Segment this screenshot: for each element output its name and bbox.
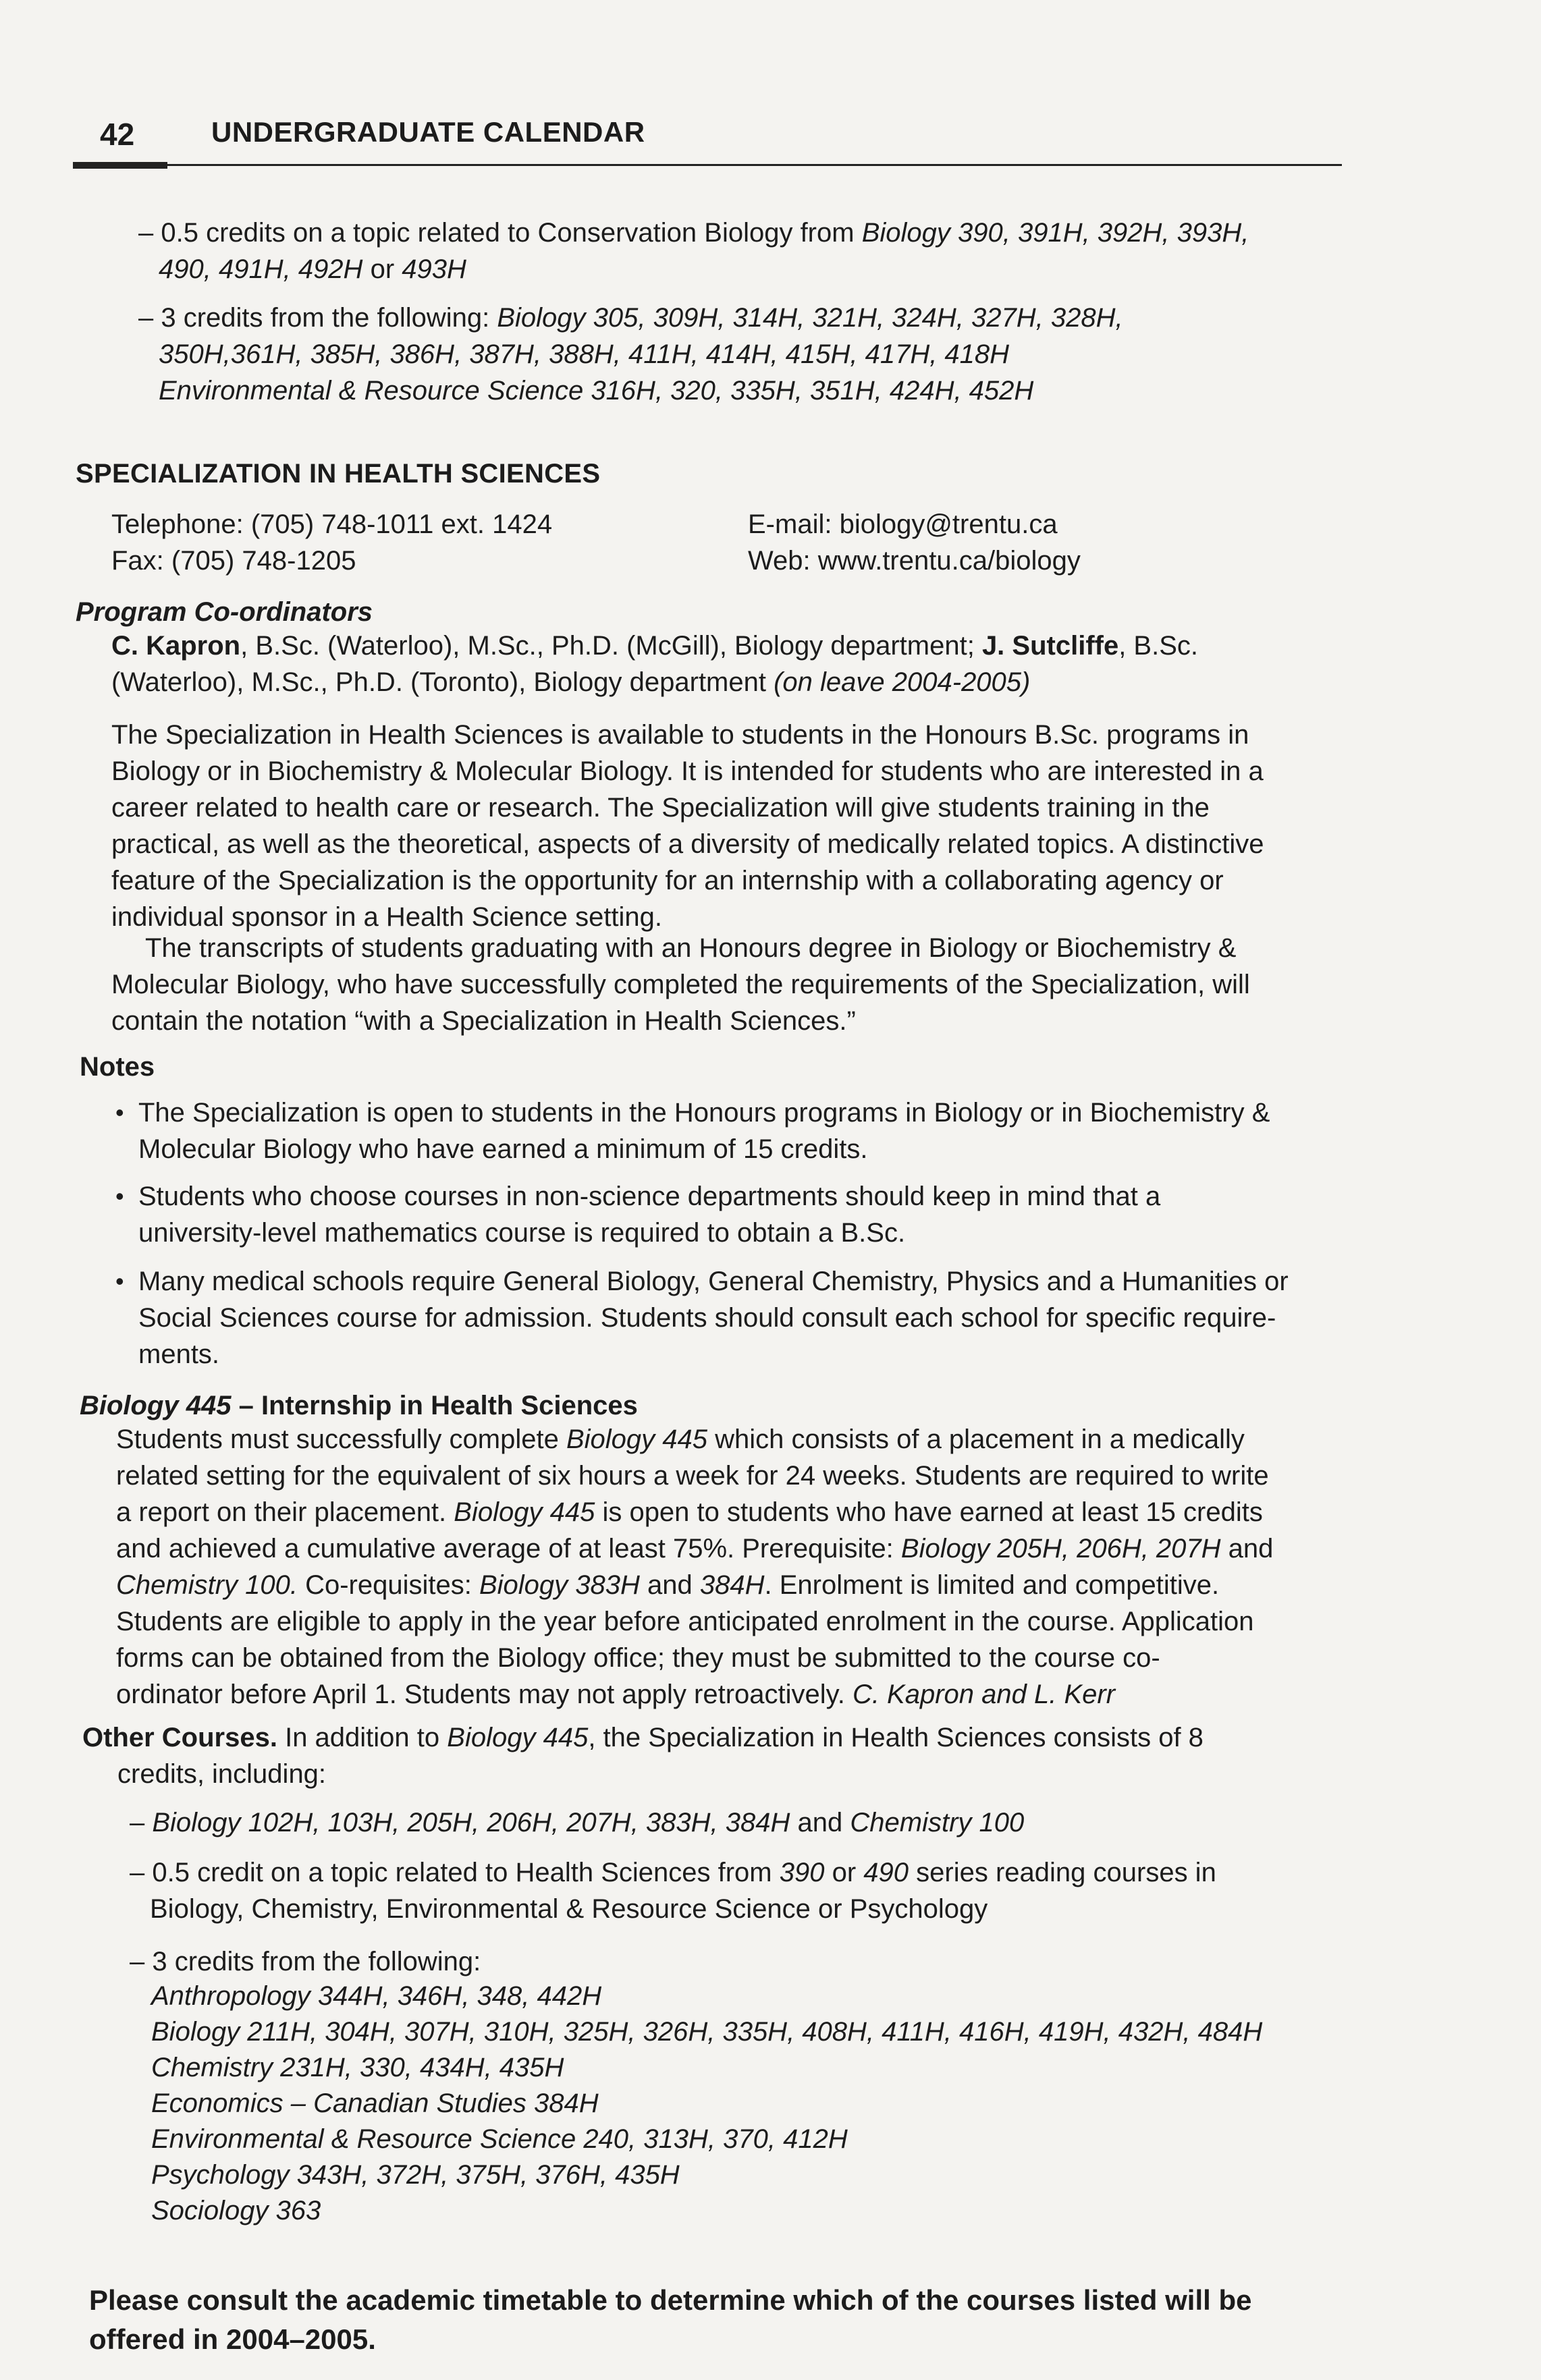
internship-heading: Biology 445 – Internship in Health Sciences [80, 1391, 638, 1420]
header-rule [73, 164, 1342, 166]
specialization-paragraph-2: The transcripts of students graduating with an Honours degree in Biology or Biochemistry & Molecular Biology, who have successfully completed the requirements of the Specialization, will contain the notation “with a Specialization in Health Sciences.” [111, 933, 1250, 1036]
list-item: Economics – Canadian Studies 384H [151, 2088, 599, 2118]
list-item: Environmental & Resource Science 240, 313H, 370, 412H [151, 2124, 848, 2154]
list-item: Anthropology 344H, 346H, 348, 442H [151, 1981, 602, 2011]
notes-heading: Notes [80, 1052, 155, 1082]
coordinators-text: C. Kapron, B.Sc. (Waterloo), M.Sc., Ph.D. (McGill), Biology department; J. Sutcliffe, B.Sc. (Waterloo), M.Sc., Ph.D. (Toronto), Biology department (on leave 2004-2005) [111, 631, 1199, 697]
email: E-mail: biology@trentu.ca [748, 509, 1058, 539]
bullet-icon: • [115, 1267, 124, 1295]
header-rule-tab [73, 162, 167, 169]
specialization-paragraph-1: The Specialization in Health Sciences is available to students in the Honours B.Sc. programs in Biology or in Biochemistry & Molecular Biology. It is intended for students who are interested in a career related to health care or research. The Specialization will give students training in the practical, as well as the theoretical, aspects of a diversity of medically related topics. A distinctive feature of the Specialization is the opportunity for an internship with a collaborating agency or individual sponsor in a Health Science setting. [111, 720, 1264, 932]
other-courses-heading: Other Courses. [82, 1723, 277, 1752]
internship-description: Students must successfully complete Biology 445 which consists of a placement in a medically related setting for the equivalent of six hours a week for 24 weeks. Students are required to write a report on their placement. Biology 445 is open to students who have earned at least 15 credits and achieved a cumulative average of at least 75%. Prerequisite: Biology 205H, 206H, 207H and Chemistry 100. Co-requisites: Biology 383H and 384H. Enrolment is limited and competitive. Students are eligible to apply in the year before anticipated enrolment in the course. Application forms can be obtained from the Biology office; they must be submitted to the course co- ordinator before April 1. Students may not apply retroactively. C. Kapron and L. Kerr [116, 1424, 1274, 1709]
telephone: Telephone: (705) 748-1011 ext. 1424 [111, 509, 553, 539]
other-item-3: – 3 credits from the following: [130, 1947, 481, 1976]
page-header [73, 116, 1342, 177]
list-item: Sociology 363 [151, 2196, 321, 2225]
timetable-note: Please consult the academic timetable to determine which of the courses listed will be offered in 2004–2005. [89, 2284, 1252, 2355]
top-list-item-1: – 0.5 credits on a topic related to Conservation Biology from Biology 390, 391H, 392H, 393H, 490, 491H, 492H or 493H [138, 218, 1249, 284]
bullet-icon: • [115, 1099, 124, 1126]
calendar-title: UNDERGRADUATE CALENDAR [211, 116, 645, 148]
other-courses-paragraph: Other Courses. In addition to Biology 445, the Specialization in Health Sciences consists of 8 credits, including: [82, 1723, 1204, 1789]
coordinators-heading: Program Co-ordinators [76, 597, 373, 627]
web-address: Web: www.trentu.ca/biology [748, 546, 1081, 576]
other-item-2: – 0.5 credit on a topic related to Health Sciences from 390 or 490 series reading courses in Biology, Chemistry, Environmental & Resource Science or Psychology [130, 1858, 1216, 1924]
contact-phone-fax [111, 506, 719, 579]
list-item: Chemistry 231H, 330, 434H, 435H [151, 2053, 564, 2082]
note-item-2: • Students who choose courses in non-science departments should keep in mind that a university-level mathematics course is required to obtain a B.Sc. [138, 1178, 1340, 1251]
fax: Fax: (705) 748-1205 [111, 546, 356, 576]
other-item-1: – Biology 102H, 103H, 205H, 206H, 207H, 383H, 384H and Chemistry 100 [130, 1808, 1025, 1837]
top-list-item-2: – 3 credits from the following: Biology 305, 309H, 314H, 321H, 324H, 327H, 328H, 350H,361H, 385H, 386H, 387H, 388H, 411H, 414H, 415H, 417H, 418H Environmental & Resource Science 316H, 320, 335H, 351H, 424H, 452H [138, 303, 1123, 406]
page-number: 42 [100, 117, 135, 152]
list-item: Psychology 343H, 372H, 375H, 376H, 435H [151, 2160, 680, 2190]
note-item-1: • The Specialization is open to students in the Honours programs in Biology or in Biochemistry & Molecular Biology who have earned a minimum of 15 credits. [138, 1095, 1340, 1167]
note-item-3: • Many medical schools require General Biology, General Chemistry, Physics and a Humanities or Social Sciences course for admission. Students should consult each school for specific require- ments. [138, 1263, 1340, 1373]
list-item: Biology 211H, 304H, 307H, 310H, 325H, 326H, 335H, 408H, 411H, 416H, 419H, 432H, 484H [151, 2017, 1263, 2047]
section-title: SPECIALIZATION IN HEALTH SCIENCES [76, 459, 601, 489]
contact-email-web [748, 506, 1342, 579]
bullet-icon: • [115, 1182, 124, 1210]
elective-course-list [151, 1978, 1359, 2229]
